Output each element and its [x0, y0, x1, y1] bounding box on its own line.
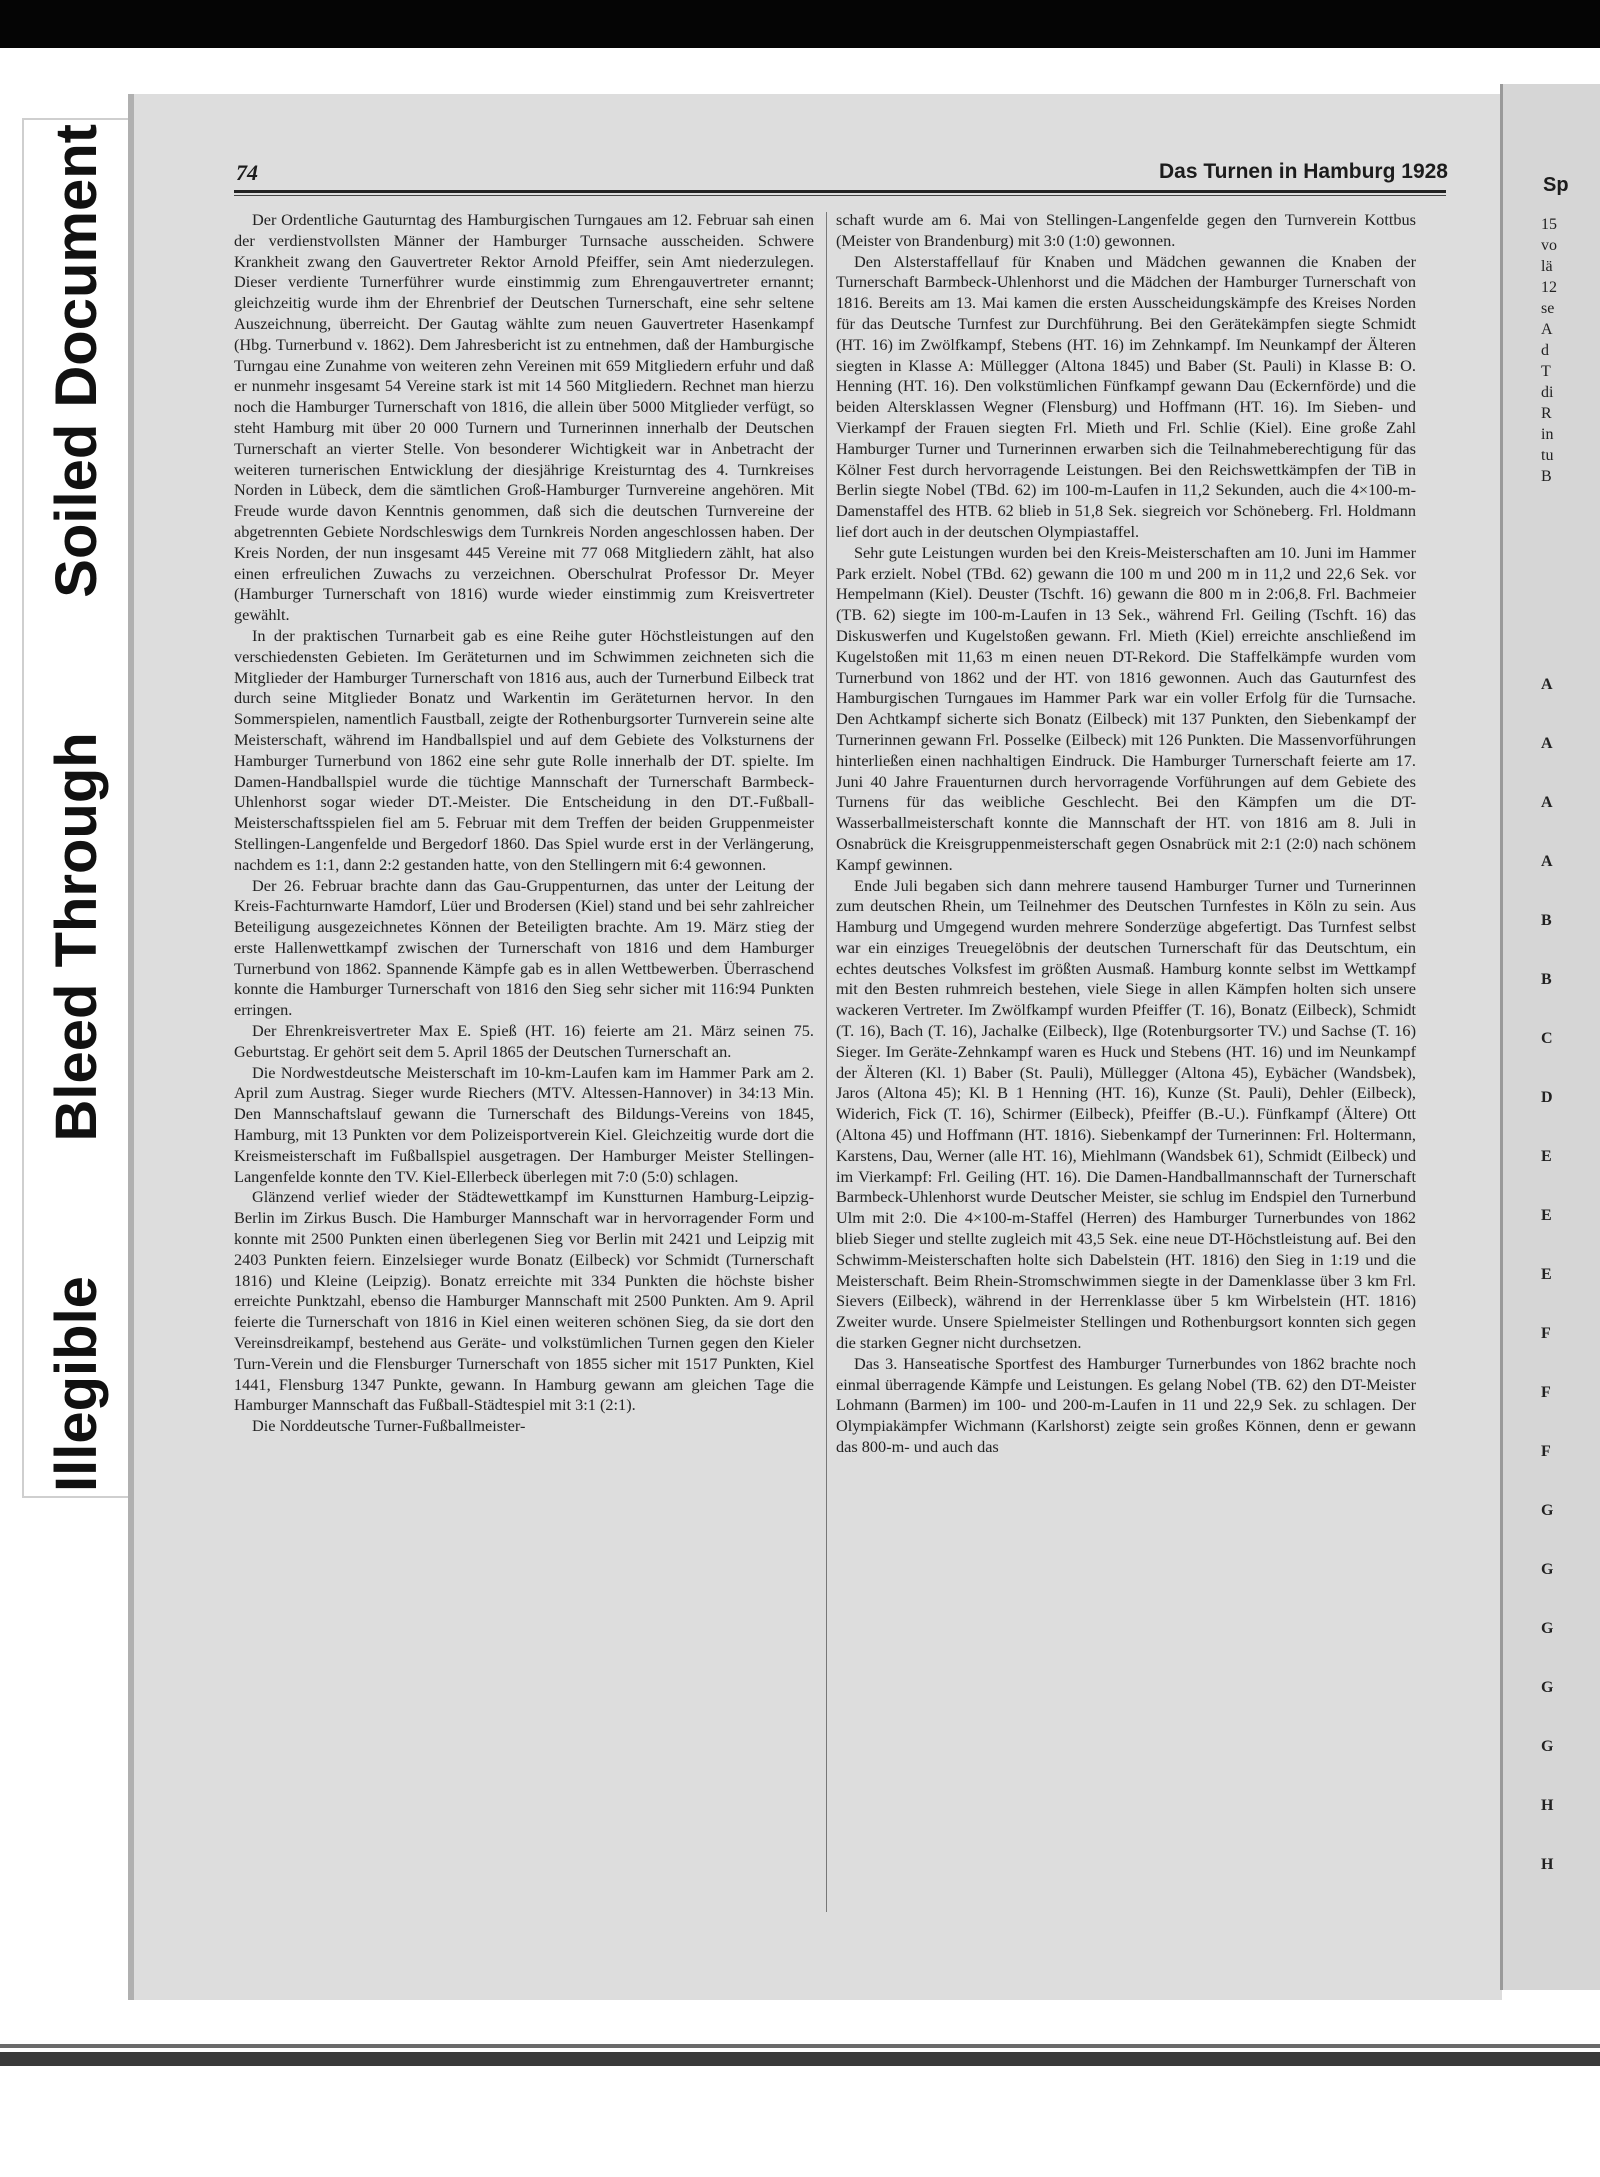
next-page-margin-letter: G	[1541, 1561, 1554, 1578]
next-page-edge	[1500, 84, 1600, 1990]
next-page-line-fragment: 15	[1541, 216, 1557, 233]
paragraph: Ende Juli begaben sich dann mehrere tausend Hamburger Turner und Turnerinnen zum deutschen Rhein, um Teilnehmer des Deutschen Turnfestes in Köln zu sein. Aus Hamburg und Umgegend wurden mehrere Sonderzüge abgefertigt. Das Turnfest selbst war ein einziges Treuegelöbnis der deutschen Turnerschaft für das Deutschtum, ein echtes deutsches Volksfest im größten Ausmaß. Hamburg konnte selbst im Wettkampf mit den Besten ruhmreich bestehen, viele Siege in allen Kämpfen holten sich unsere wackeren Vertreter. Im Zwölfkampf wurden Pfeiffer (T. 16), Bonatz (Eilbeck), Schmidt (T. 16), Bach (T. 16), Jachalke (Eilbeck), Ilge (Rotenburgsorter TV.) und Sachse (T. 16) Sieger. Im Geräte-Zehnkampf waren es Huck und Stebens (HT. 16) und im Neunkampf der Älteren (Kl. 1) Baber (St. Pauli), Müllegger (Altona 45), Eybächer (Wandsbek), Jaros (Altona 45); Kl. B 1 Henning (HT. 16), Kunze (St. Pauli), Dehler (Eilbeck), Widerich, Fick (T. 16), Schirmer (Eilbeck), Pfeiffer (B.-U.). Fünfkampf (Ältere) Ott (Altona 45) und Hoffmann (HT. 1816). Siebenkampf der Turnerinnen: Frl. Holtermann, Karstens, Dau, Werner (alle HT. 16), Miehlmann (Wandsbek 61), Schmidt (Eilbeck) und im Vierkampf: Frl. Geiling (HT. 16). Die Damen-Handballmannschaft der Turnerschaft Barmbeck-Uhlenhorst wurde Deutscher Meister, sie schlug im Endspiel den Turnerbund Ulm mit 2:0. Die 4×100-m-Staffel (Herren) des Hamburger Turnerbundes von 1862 blieb Sieger und stellte zugleich mit 43,5 Sek. eine neue DT-Höchstleistung auf. Bei den Schwimm-Meisterschaften holte sich Dabelstein (HT. 1816) den Sieg in 1:19 und die Meisterschaft. Beim Rhein-Stromschwimmen siegte in der Damenklasse über 3 km Frl. Sievers (Eilbeck), während in der Herrenklasse über 5 km Wirbelstein (HT. 1816) Zweiter wurde. Unsere Spielmeister Stellingen und Rothenburgsort konnten sich gegen die starken Gegner nicht durchsetzen.	[836, 875, 1416, 1353]
scanner-top-border	[0, 0, 1600, 48]
next-page-margin-letter: B	[1541, 912, 1552, 929]
paragraph: Die Norddeutsche Turner-Fußballmeister-	[252, 1416, 526, 1436]
next-page-margin-letter: H	[1541, 1797, 1554, 1814]
paragraph: schaft wurde am 6. Mai von Stellingen-Langenfelde gegen den Turnverein Kottbus (Meister von Brandenburg) mit 3:0 (1:0) gewonnen.	[836, 210, 1416, 250]
paragraph: Glänzend verlief wieder der Städtewettkampf im Kunstturnen Hamburg-Leipzig-Berlin im Zirkus Busch. Die Hamburger Mannschaft war in hervorragender Form und konnte mit 2500 Punkten einen überlegenen Sieg vor Berlin mit 2421 und Leipzig mit 2403 Punkten feiern. Einzelsieger wurde Bonatz (Eilbeck) vor Schmidt (Turnerschaft 1816) und Kleine (Leipzig). Bonatz erreichte mit 334 Punkten die höchste bisher erreichte Punktzahl, ebenso die Hamburger Mannschaft mit 2500 Punkten. Am 9. April feierte die Turnerschaft von 1816 in Kiel einen weiteren schönen Sieg, da sie dort den Vereinsdreikampf, bestehend aus Geräte- und volkstümlichen Turnen gegen den Kieler Turn-Verein und die Flensburger Turnerschaft von 1855 sicher mit 1517 Punkten, Kiel 1441, Flensburg 1347 Punkte, gewann. In Hamburg gewann am gleichen Tage die Hamburger Mannschaft das Fußball-Städtespiel mit 3:1 (2:1).	[234, 1187, 814, 1415]
paragraph: Sehr gute Leistungen wurden bei den Kreis-Meisterschaften am 10. Juni im Hammer Park erzielt. Nobel (TBd. 62) gewann die 100 m und 200 m in 11,2 und 22,6 Sek. vor Hempelmann (Kiel). Deuster (Tschft. 16) gewann die 800 m in 2:06,8. Frl. Bachmeier (TB. 62) siegte im 100-m-Laufen in 13 Sek., während Frl. Geiling (Tschft. 16) das Diskuswerfen und Kugelstoßen gewann. Frl. Mieth (Kiel) erreichte anschließend im Kugelstoßen mit 11,63 m einen neuen DT-Rekord. Die Staffelkämpfe wurden vom Turnerbund von 1862 und der HT. von 1816 gewonnen. Auch das Gauturnfest des Hamburgischen Turngaues im Hammer Park war ein voller Erfolg für die Turnsache. Den Achtkampf sicherte sich Bonatz (Eilbeck) mit 137 Punkten, den Siebenkampf der Turnerinnen gewann Frl. Posselke (Eilbeck) mit 126 Punkten. Die Massenvorführungen hinterließen einen nachhaltigen Eindruck. Die Hamburger Turnerschaft feierte am 17. Juni 40 Jahre Frauenturnen durch hervorragende Vorführungen auf dem Gebiete des Turnens für das weibliche Geschlecht. Bei den Kämpfen um die DT-Wasserballmeisterschaft konnte die Mannschaft der HT. von 1816 am 8. Juli in Osnabrück die Kreisgruppenmeisterschaft gegen Osnabrück mit 2:1 (2:0) nach schönem Kampf gewinnen.	[836, 542, 1416, 874]
paragraph: Der Ehrenkreisvertreter Max E. Spieß (HT. 16) feierte am 21. März seinen 75. Geburtstag. Er gehört seit dem 5. April 1865 der Deutschen Turnerschaft an.	[234, 1021, 814, 1061]
paragraph: Der Ordentliche Gauturntag des Hamburgischen Turngaues am 12. Februar sah einen der verdienstvollsten Männer der Hamburger Turnsache ausscheiden. Schwere Krankheit zwang den Gauvertreter Rektor Arnold Pfeiffer, sein Amt niederzulegen. Dieser verdiente Turnerführer wurde einstimmig zum Ehrengauvertreter ernannt; gleichzeitig wurde ihm der Ehrenbrief der Deutschen Turnerschaft, eine sehr seltene Auszeichnung, überreicht. Der Gautag wählte zum neuen Gauvertreter Hasenkampf (Hbg. Turnerbund v. 1862). Dem Jahresbericht ist zu entnehmen, daß der Hamburgische Turngau eine Zunahme von weiteren zehn Vereinen mit 659 Mitgliedern erfuhr und daß er nunmehr insgesamt 54 Vereine stark ist mit 14 560 Mitgliedern. Rechnet man hierzu noch die Hamburger Turnerschaft von 1816, die allein über 5000 Mitglieder verfügt, so steht Hamburg mit über 20 000 Turnern und Turnerinnen innerhalb der Deutschen Turnerschaft an vierter Stelle. Von besonderer Wichtigkeit war in Anbetracht der weiteren turnerischen Entwicklung der diesjährige Kreisturntag des 4. Turnkreises Norden in Lübeck, dem die sämtlichen Groß-Hamburger Turnvereine angehören. Mit Freude wurde davon Kenntnis genommen, daß sich die deutschen Turnvereine der abgetrennten Gebiete Nordschleswigs dem Turnkreis Norden angeschlossen haben. Der Kreis Norden, der nun insgesamt 445 Vereine mit 77 068 Mitgliedern zählt, hat also einen erfreulichen Zuwachs zu verzeichnen. Oberschulrat Professor Dr. Meyer (Hamburger Turnerschaft von 1816) wurde wieder einstimmig zum Kreisvertreter gewählt.	[234, 210, 814, 625]
next-page-margin-letter: D	[1541, 1089, 1553, 1106]
next-page-margin-letter: G	[1541, 1679, 1554, 1696]
next-page-line-fragment: A	[1541, 321, 1553, 338]
next-page-line-fragment: in	[1541, 426, 1554, 443]
right-column	[836, 210, 1416, 1458]
next-page-margin-letter: A	[1541, 676, 1553, 693]
next-page-margin-letter: F	[1541, 1325, 1551, 1342]
scanned-page	[128, 94, 1502, 2000]
paragraph: Das 3. Hanseatische Sportfest des Hamburger Turnerbundes von 1862 brachte noch einmal überragende Kämpfe und Leistungen. Es gelang Nobel (TB. 62) den DT-Meister Lohmann (Barmen) im 100- und 200-m-Laufen in 11 und 22,9 Sek. zu schlagen. Der Olympiakämpfer Wichmann (Karlshorst) zeigte sein großes Können, denn er gewann das 800-m- und auch das	[836, 1353, 1416, 1457]
stamp-word-illegible: Illegible	[44, 1276, 109, 1492]
next-page-margin-letter: E	[1541, 1266, 1552, 1283]
next-page-margin-letter: F	[1541, 1443, 1551, 1460]
next-page-line-fragment: B	[1541, 468, 1552, 485]
next-page-margin-letter: A	[1541, 735, 1553, 752]
stamp-word-bleed-through: Bleed Through	[44, 732, 109, 1142]
next-page-margin-letter: B	[1541, 971, 1552, 988]
next-page-line-fragment: d	[1541, 342, 1549, 359]
next-page-margin-letter: E	[1541, 1207, 1552, 1224]
scanner-bottom-border	[0, 2052, 1600, 2066]
next-page-margin-letter: A	[1541, 794, 1553, 811]
next-page-head: Sp	[1543, 174, 1569, 196]
left-column	[234, 210, 814, 1437]
next-page-margin-letter: C	[1541, 1030, 1553, 1047]
next-page-line-fragment: tu	[1541, 447, 1554, 464]
next-page-margin-letter: G	[1541, 1738, 1554, 1755]
paragraph: Der 26. Februar brachte dann das Gau-Gruppenturnen, das unter der Leitung der Kreis-Fachturnwarte Hamdorf, Lüer und Brodersen (Kiel) stand und bei sehr zahlreicher Beteiligung ausgezeichnetes Können der Beteiligten brachte. Am 19. März stieg der erste Hallenwettkampf zwischen der Turnerschaft von 1816 und dem Hamburger Turnerbund von 1862. Spannende Kämpfe gab es in allen Wettbewerben. Überraschend konnte die Hamburger Turnerschaft von 1816 den Sieg sehr sicher mit 116:94 Punkten erringen.	[234, 875, 814, 1020]
paragraph: In der praktischen Turnarbeit gab es eine Reihe guter Höchstleistungen auf den verschiedensten Gebieten. Im Geräteturnen und im Schwimmen zeichneten sich die Mitglieder der Hamburger Turnerschaft von 1816 aus, auch der Turnerbund Eilbeck trat durch seine Mitglieder Bonatz und Warkentin im Geräteturnen hervor. In den Sommerspielen, namentlich Faustball, zeigte der Rothenburgsorter Turnverein seine alte Meisterschaft, während im Handballspiel und auf dem Gebiete des Volksturnens der Hamburger Turnerbund von 1862 eine sehr gute Rolle innerhalb der DT. spielte. Im Damen-Handballspiel wurde die tüchtige Mannschaft der Turnerschaft Barmbeck-Uhlenhorst sogar wieder DT.-Meister. Die Entscheidung in den DT.-Fußball-Meisterschaftsspielen fiel am 5. Februar mit dem Treffen der beiden Gruppenmeister Stellingen-Langenfelde und Bergedorf 1860. Das Spiel wurde erst in der Verlängerung, nachdem es 1:1, dann 2:2 gestanden hatte, von den Stellingern mit 6:4 gewonnen.	[234, 625, 814, 874]
condition-stamp	[22, 118, 132, 1498]
next-page-line-fragment: R	[1541, 405, 1552, 422]
column-divider	[826, 212, 827, 1912]
page-number: 74	[236, 160, 258, 185]
next-page-line-fragment: lä	[1541, 258, 1553, 275]
next-page-margin-letter: E	[1541, 1148, 1552, 1165]
header-rule-thin	[234, 195, 1446, 196]
next-page-margin-letter: F	[1541, 1384, 1551, 1401]
running-head: Das Turnen in Hamburg 1928	[1158, 160, 1448, 183]
next-page-line-fragment: se	[1541, 300, 1555, 317]
next-page-line-fragment: vo	[1541, 237, 1557, 254]
stamp-label	[22, 118, 132, 1498]
next-page-margin-letter: A	[1541, 853, 1553, 870]
next-page-margin-letter: G	[1541, 1620, 1554, 1637]
next-page-line-fragment: T	[1541, 363, 1551, 380]
paragraph: Den Alsterstaffellauf für Knaben und Mädchen gewannen die Knaben der Turnerschaft Barmbeck-Uhlenhorst und die Mädchen der Hamburger Turnerschaft von 1816. Bereits am 13. Mai kamen die ersten Ausscheidungskämpfe des Kreises Norden für das Deutsche Turnfest zur Durchführung. Bei den Gerätekämpfen siegte Schmidt (HT. 16) im Zwölfkampf, Stebens (HT. 16) im Zehnkampf. Im Neunkampf der Älteren siegten in Klasse A: Müllegger (Altona 1845) und Baber (St. Pauli) in Klasse B: O. Henning (HT. 16). Den volkstümlichen Fünfkampf gewann Dau (Eckernförde) und die beiden Altersklassen Wegner (Flensburg) und Hoffmann (HT. 16). Im Sieben- und Vierkampf der Frauen siegten Frl. Mieth und Frl. Schlie (Kiel). Eine große Zahl Hamburger Turner und Turnerinnen erwarben sich die Teilnahmeberechtigung für das Kölner Fest durch hervorragende Leistungen. Bei den Reichswettkämpfen der TiB in Berlin siegte Nobel (TBd. 62) im 100-m-Laufen in 11,2 Sekunden, auch die 4×100-m-Damenstaffel des HTB. 62 blieb in 51,8 Sek. siegreich vor Schöneberg. Frl. Holdmann lief dort auch in der deutschen Olympiastaffel.	[836, 251, 1416, 541]
next-page-margin-letter: G	[1541, 1502, 1554, 1519]
next-page-margin-letter: H	[1541, 1856, 1554, 1873]
stamp-word-soiled-document: Soiled Document	[44, 124, 109, 598]
next-page-line-fragment: di	[1541, 384, 1554, 401]
header-rule	[234, 190, 1446, 193]
next-page-line-fragment: 12	[1541, 279, 1557, 296]
scanner-bottom-line	[0, 2044, 1600, 2048]
paragraph: Die Nordwestdeutsche Meisterschaft im 10-km-Laufen kam im Hammer Park am 2. April zum Austrag. Sieger wurde Riechers (MTV. Altessen-Hannover) in 34:13 Min. Den Mannschaftslauf gewann die Turnerschaft des Bildungs-Vereins von 1845, Hamburg, mit 13 Punkten vor dem Polizeisportverein Kiel. Gleichzeitig wurde dort die Kreismeisterschaft im Fußballspiel ausgetragen. Der Hamburger Meister Stellingen-Langenfelde konnte den TV. Kiel-Ellerbeck überlegen mit 7:0 (5:0) schlagen.	[234, 1062, 814, 1186]
